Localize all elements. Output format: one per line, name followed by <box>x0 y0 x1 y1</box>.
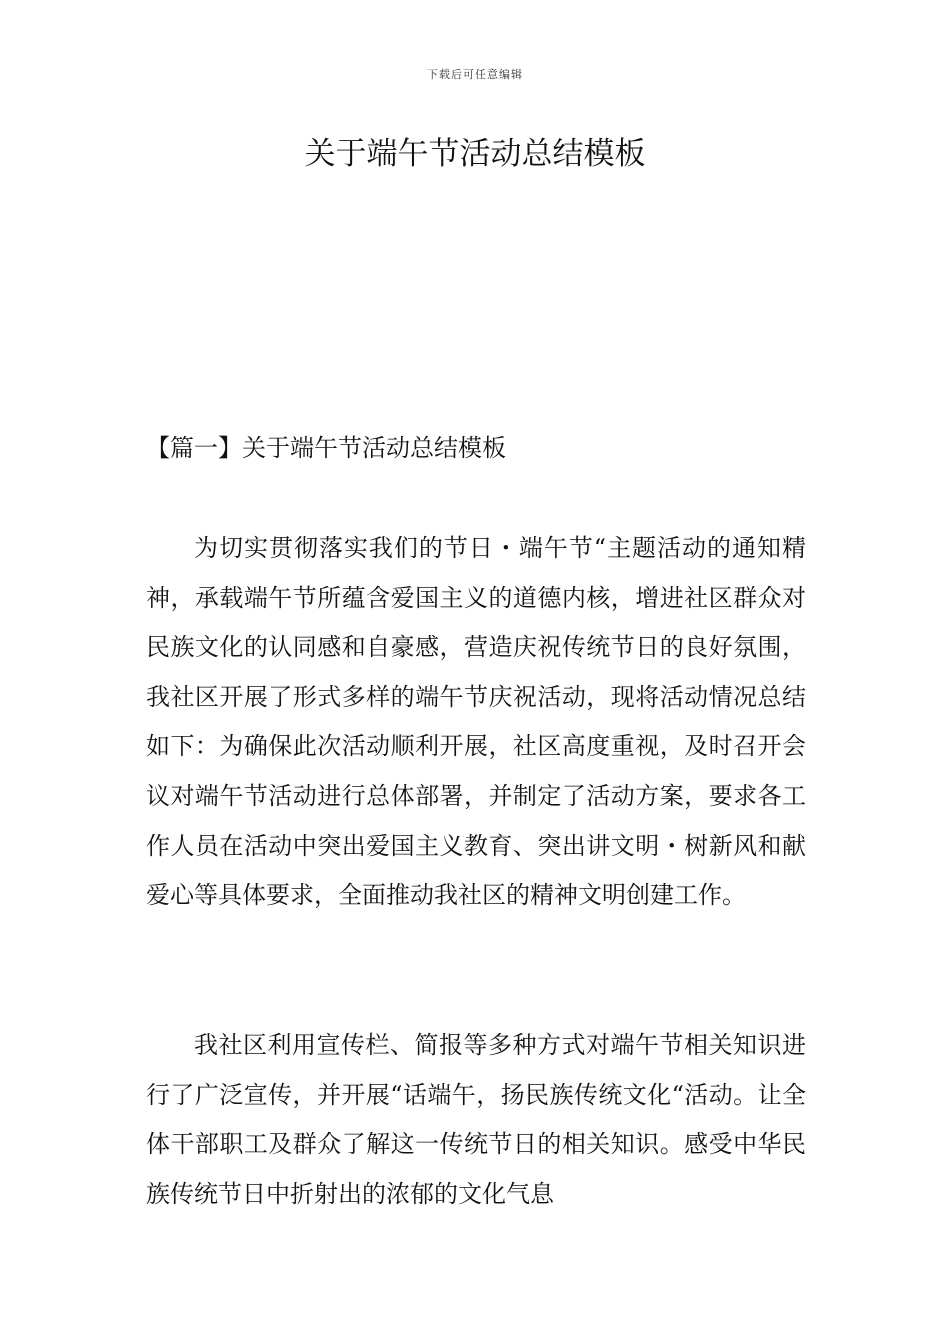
document-title: 关于端午节活动总结模板 <box>304 136 646 172</box>
header-note: 下载后可任意编辑 <box>427 68 523 81</box>
section-heading: 【篇一】关于端午节活动总结模板 <box>146 434 506 462</box>
body-paragraph-2: 我社区利用宣传栏、简报等多种方式对端午节相关知识进行了广泛宣传，并开展“话端午，扬民族传统文化“活动。让全体干部职工及群众了解这一传统节日的相关知识。感受中华民族传统节日中折射出的浓郁的文化气息 <box>146 1031 806 1208</box>
body-paragraph-1: 为切实贯彻落实我们的节日・端午节“主题活动的通知精神，承载端午节所蕴含爱国主义的道德内核，增进社区群众对民族文化的认同感和自豪感，营造庆祝传统节日的良好氛围，我社区开展了形式多样的端午节庆祝活动，现将活动情况总结如下：为确保此次活动顺利开展，社区高度重视，及时召开会议对端午节活动进行总体部署，并制定了活动方案，要求各工作人员在活动中突出爱国主义教育、突出讲文明・树新风和献爱心等具体要求，全面推动我社区的精神文明创建工作。 <box>146 534 806 910</box>
